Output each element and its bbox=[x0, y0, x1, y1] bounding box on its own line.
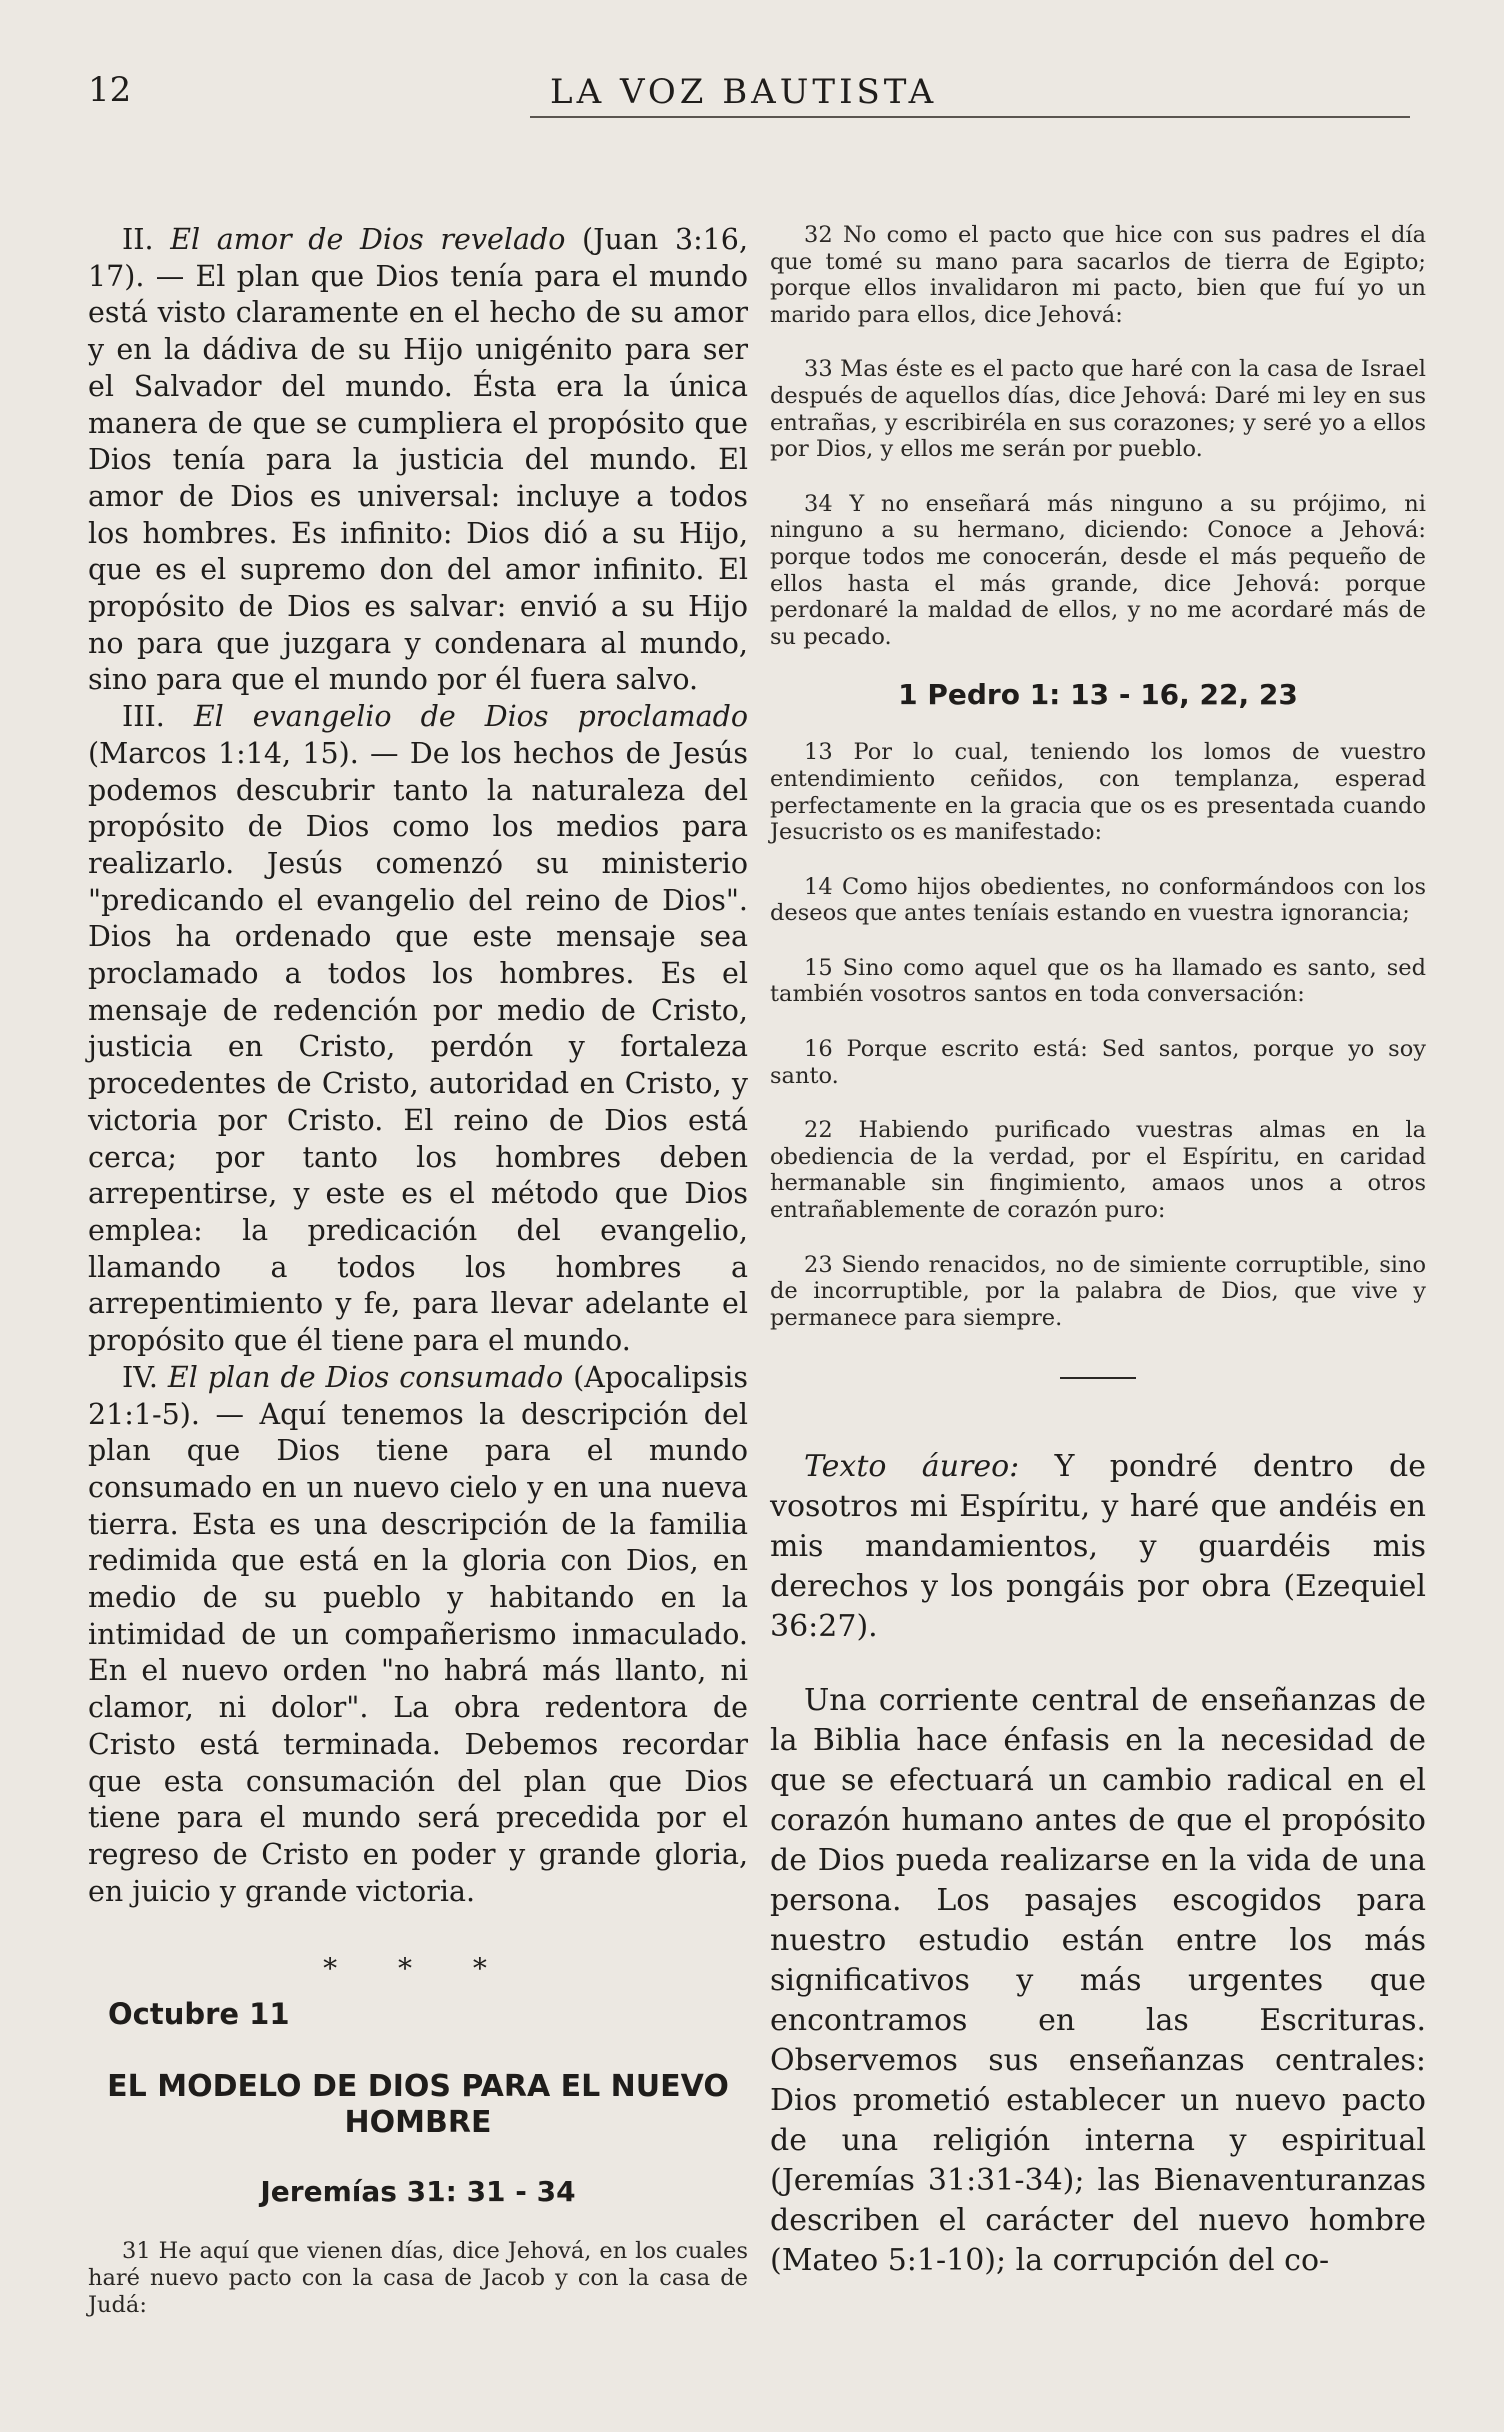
verse-13: 13 Por lo cual, teniendo los lomos de vuestro entendimiento ceñidos, con templanza, esperad perfectamente en la gracia que os es presentada cuando Jesucristo os es manifestado: bbox=[770, 739, 1426, 846]
golden-text-body: Y pondré dentro de vosotros mi Espíritu, y haré que andéis en mis mandamientos, y guardéis mis derechos y los pongáis por obra (Ezequiel 36:27). bbox=[770, 1449, 1426, 1645]
closing-paragraph: Una corriente central de enseñanzas de la Biblia hace énfasis en la necesidad de que se efectuará un cambio radical en el corazón humano antes de que el propósito de Dios pueda realizarse en la vida de una persona. Los pasajes escogidos para nuestro estudio están entre los más significativos y más urgentes que encontramos en las Escrituras. Observemos sus enseñanzas centrales: Dios prometió establecer un nuevo pacto de una religión interna y espiritual (Jeremías 31:31-34); las Bienaventuranzas describen el carácter del nuevo hombre (Mateo 5:1-10); la corrupción del co- bbox=[770, 1683, 1426, 2279]
paragraph-gap bbox=[770, 1647, 1426, 1681]
section-title-italic: El plan de Dios consumado bbox=[167, 1360, 564, 1394]
section-numeral: IV. bbox=[122, 1360, 168, 1394]
paragraph-text: (Apocalipsis 21:1-5). — Aquí tenemos la descripción del plan que Dios tiene para el mundo consumado en un nuevo cielo y en una nueva tierra. Esta es una descripción de la familia redimida que está en la gloria con Dios, en medio de su pueblo y habitando en la intimidad de un compañerismo inmaculado. En el nuevo orden "no habrá más llanto, ni clamor, ni dolor". La obra redentora de Cristo está terminada. Debemos recordar que esta consumación del plan que Dios tiene para el mundo será precedida por el regreso de Cristo en poder y grande gloria, en juicio y grande victoria. bbox=[88, 1360, 748, 1908]
page-number: 12 bbox=[88, 70, 132, 110]
golden-text-label: Texto áureo: bbox=[804, 1449, 1020, 1485]
golden-text bbox=[770, 1447, 1426, 1647]
verse-34: 34 Y no enseñará más ninguno a su prójimo, ni ninguno a su hermano, diciendo: Conoce a Jehová: porque todos me conocerán, desde el más pequeño de ellos hasta el más grande, dice Jehová: porque perdonaré la maldad de ellos, y no me acordaré más de su pecado. bbox=[770, 490, 1426, 650]
section-divider-stars: * * * bbox=[323, 1952, 513, 1986]
scripture-reference: 1 Pedro 1: 13 - 16, 22, 23 bbox=[898, 678, 1298, 712]
paragraph-text: (Marcos 1:14, 15). — De los hechos de Jesús podemos descubrir tanto la naturaleza del propósito de Dios como los medios para realizarlo. Jesús comenzó su ministerio "predicando el evangelio del reino de Dios". Dios ha ordenado que este mensaje sea proclamado a todos los hombres. Es el mensaje de redención por medio de Cristo, justicia en Cristo, perdón y fortaleza procedentes de Cristo, autoridad en Cristo, y victoria por Cristo. El reino de Dios está cerca; por tanto los hombres deben arrepentirse, y este es el método que Dios emplea: la predicación del evangelio, llamando a todos los hombres a arrepentimiento y fe, para llevar adelante el propósito que él tiene para el mundo. bbox=[88, 736, 748, 1358]
page-header bbox=[0, 0, 1504, 130]
right-column bbox=[770, 222, 1426, 2281]
running-title: LA VOZ BAUTISTA bbox=[550, 72, 938, 112]
paragraph-evangelio-proclamado bbox=[88, 699, 748, 1360]
verse-32: 32 No como el pacto que hice con sus padres el día que tomé su mano para sacarlos de tierra de Egipto; porque ellos invalidaron mi pacto, bien que fuí yo un marido para ellos, dice Jehová: bbox=[770, 222, 1426, 328]
section-title-italic: El amor de Dios revelado bbox=[170, 223, 566, 256]
verse-23: 23 Siendo renacidos, no de simiente corruptible, sino de incorruptible, por la palabra de Dios, que vive y permanece para siempre. bbox=[770, 1251, 1426, 1331]
verse-33: 33 Mas éste es el pacto que haré con la casa de Israel después de aquellos días, dice Jehová: Daré mi ley en sus entrañas, y escribiréla en sus corazones; y seré yo a ellos por Dios, y ellos me serán por pueblo. bbox=[770, 356, 1426, 463]
paragraph-text: (Juan 3:16, 17). — El plan que Dios tenía para el mundo está visto claramente en el hecho de su amor y en la dádiva de su Hijo unigénito para ser el Salvador del mundo. Ésta era la única manera de que se cumpliera el propósito que Dios tenía para la justicia del mundo. El amor de Dios es universal: incluye a todos los hombres. Es infinito: Dios dió a su Hijo, que es el supremo don del amor infinito. El propósito de Dios es salvar: envió a su Hijo no para que juzgara y condenara al mundo, sino para que el mundo por él fuera salvo. bbox=[88, 223, 748, 697]
section-title-italic: El evangelio de Dios proclamado bbox=[193, 700, 748, 734]
short-divider-rule bbox=[1060, 1377, 1136, 1379]
verse-16: 16 Porque escrito está: Sed santos, porque yo soy santo. bbox=[770, 1036, 1426, 1089]
left-column bbox=[88, 222, 748, 2346]
lesson-title: EL MODELO DE DIOS PARA EL NUEVO HOMBRE bbox=[107, 2069, 729, 2141]
paragraph-amor-revelado bbox=[88, 222, 748, 699]
verse-15: 15 Sino como aquel que os ha llamado es santo, sed también vosotros santos en toda conversación: bbox=[770, 954, 1426, 1008]
section-numeral: III. bbox=[122, 700, 194, 734]
verse-31: 31 He aquí que vienen días, dice Jehová, en los cuales haré nuevo pacto con la casa de Jacob y con la casa de Judá: bbox=[88, 2238, 748, 2318]
verse-14: 14 Como hijos obedientes, no conformándoos con los deseos que antes teníais estando en vuestra ignorancia; bbox=[770, 873, 1426, 927]
verse-22: 22 Habiendo purificado vuestras almas en la obediencia de la verdad, por el Espíritu, en caridad hermanable sin fingimiento, amaos unos a otros entrañablemente de corazón puro: bbox=[770, 1117, 1426, 1224]
header-rule bbox=[530, 116, 1410, 118]
section-numeral: II. bbox=[122, 223, 171, 256]
paragraph-plan-consumado bbox=[88, 1360, 748, 1911]
lesson-date: Octubre 11 bbox=[108, 1997, 290, 2032]
scripture-reference: Jeremías 31: 31 - 34 bbox=[260, 2175, 576, 2209]
